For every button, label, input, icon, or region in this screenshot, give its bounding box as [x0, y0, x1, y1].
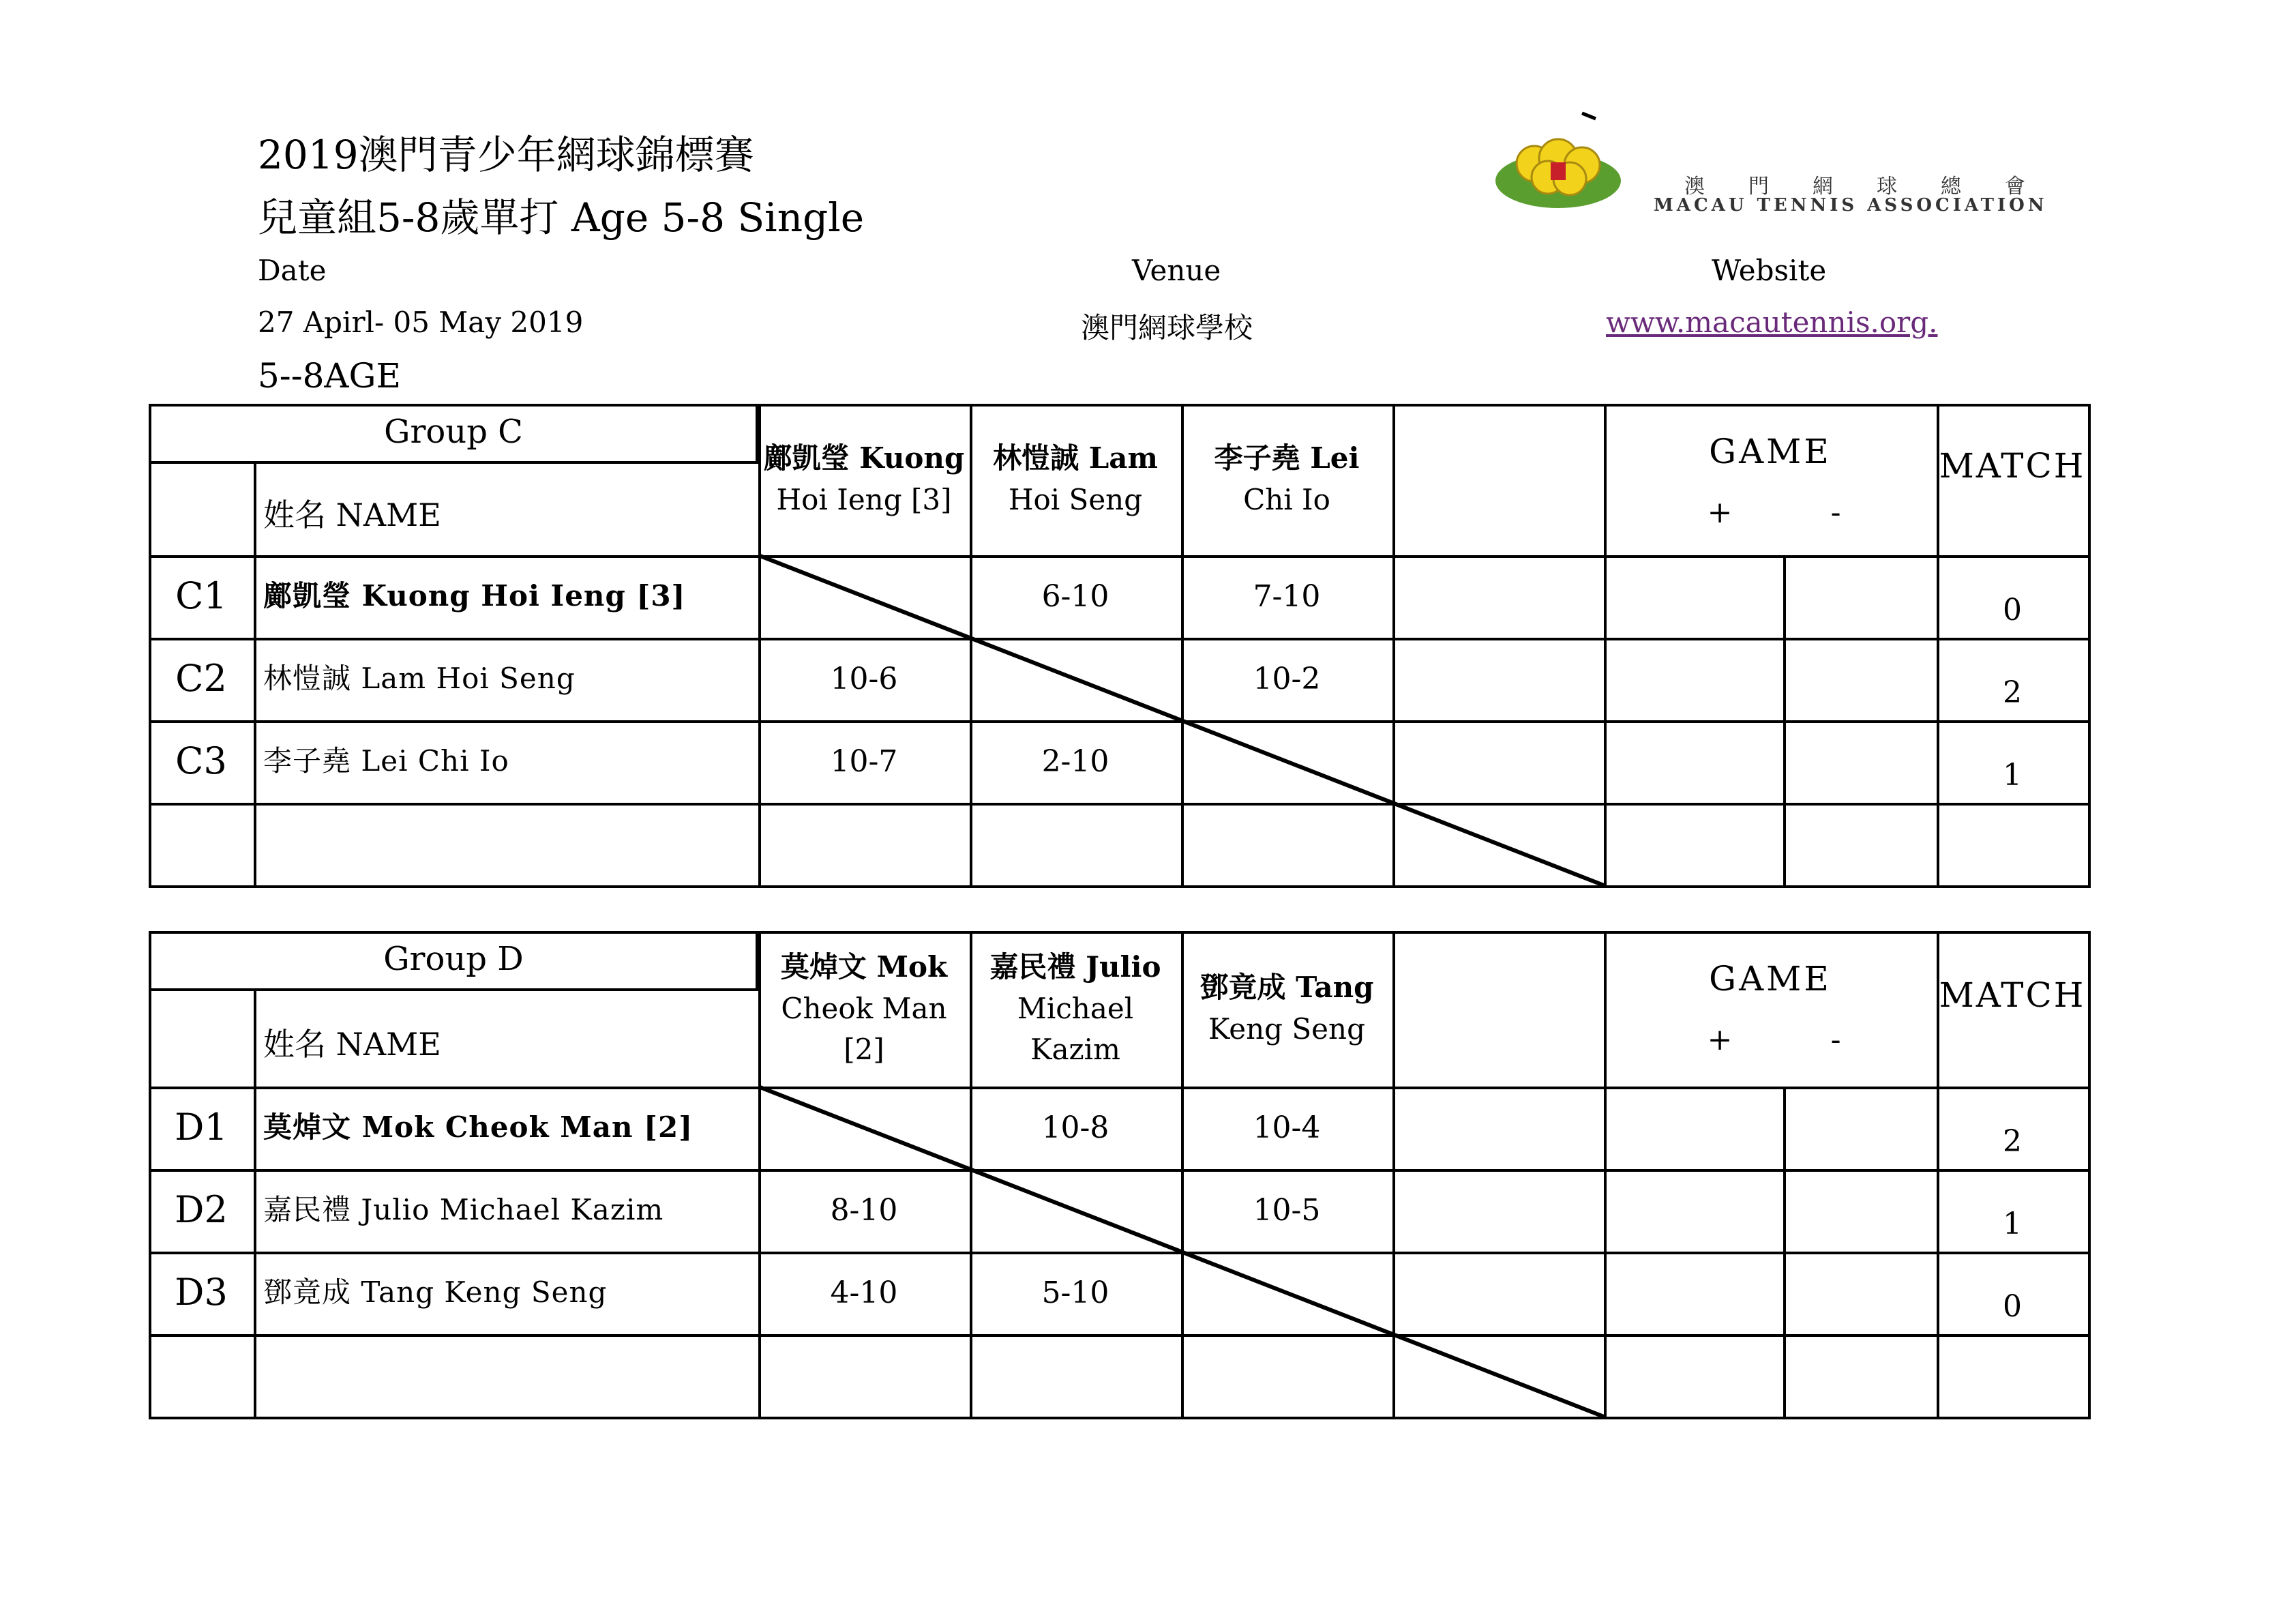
logo-english-text: MACAU TENNIS ASSOCIATION	[1654, 195, 2048, 216]
score-cell: 7-10	[1253, 578, 1321, 614]
group-title: Group D	[383, 940, 524, 979]
match-header: MATCH	[1939, 445, 2086, 486]
logo-chinese-text: 澳門網球總會	[1684, 175, 2069, 198]
game-header: GAME	[1709, 431, 1832, 471]
game-plus-label: +	[1707, 495, 1733, 531]
player-name: 林愷誠 Lam Hoi Seng	[263, 662, 576, 696]
match-result: 2	[2003, 675, 2022, 710]
opponent-header-line: 李子堯 Lei	[1214, 441, 1360, 475]
group-title: Group C	[384, 413, 523, 452]
player-name: 鄺凱瑩 Kuong Hoi Ieng [3]	[263, 579, 686, 613]
tournament-title: 2019澳門青少年網球錦標賽	[258, 132, 754, 178]
score-cell: 4-10	[830, 1275, 898, 1310]
game-header: GAME	[1709, 958, 1832, 999]
player-name: 莫焯文 Mok Cheok Man [2]	[263, 1110, 694, 1145]
date-value: 27 Apirl- 05 May 2019	[258, 306, 584, 339]
opponent-header-line: Kazim	[1030, 1033, 1120, 1067]
score-cell: 5-10	[1041, 1275, 1109, 1310]
name-column-header: 姓名 NAME	[263, 1025, 441, 1063]
score-cell: 10-5	[1253, 1192, 1321, 1228]
score-cell: 10-4	[1253, 1110, 1321, 1145]
website-link[interactable]: www.macautennis.org.	[1606, 306, 1938, 339]
player-code: C2	[175, 657, 227, 700]
website-label: Website	[1712, 254, 1827, 287]
opponent-header-line: Hoi Ieng [3]	[776, 483, 952, 516]
venue-label: Venue	[1132, 254, 1221, 287]
opponent-header-line: [2]	[844, 1033, 884, 1067]
score-cell: 10-2	[1253, 661, 1321, 696]
player-code: C1	[175, 574, 227, 618]
opponent-header-line: 莫焯文 Mok	[780, 949, 948, 984]
player-code: D3	[175, 1271, 228, 1314]
player-code: D2	[175, 1188, 228, 1232]
venue-value: 澳門網球學校	[1081, 311, 1253, 344]
opponent-header-line: 嘉民禮 Julio	[989, 949, 1161, 984]
date-label: Date	[258, 254, 327, 287]
game-minus-label: -	[1830, 1022, 1841, 1058]
score-cell: 10-8	[1041, 1110, 1109, 1145]
opponent-header-line: Hoi Seng	[1008, 483, 1143, 516]
match-header: MATCH	[1939, 975, 2086, 1015]
player-name: 嘉民禮 Julio Michael Kazim	[263, 1193, 664, 1227]
match-result: 2	[2003, 1123, 2022, 1159]
player-name: 鄧竟成 Tang Keng Seng	[263, 1275, 608, 1310]
score-cell: 2-10	[1041, 743, 1109, 779]
player-code: C3	[175, 739, 227, 783]
score-cell: 10-6	[830, 661, 898, 696]
match-result: 1	[2003, 1206, 2022, 1241]
score-cell: 10-7	[830, 743, 898, 779]
diagonal-stroke	[758, 1087, 1604, 1417]
score-cell: 8-10	[830, 1192, 898, 1228]
match-result: 0	[2003, 592, 2022, 628]
game-plus-label: +	[1707, 1022, 1733, 1058]
player-name: 李子堯 Lei Chi Io	[263, 744, 509, 778]
opponent-header-line: 鄧竟成 Tang	[1199, 971, 1374, 1005]
name-column-header: 姓名 NAME	[263, 496, 441, 533]
opponent-header-line: Keng Seng	[1208, 1012, 1365, 1046]
game-minus-label: -	[1830, 495, 1841, 531]
opponent-header-line: Chi Io	[1243, 483, 1330, 516]
match-result: 0	[2003, 1288, 2022, 1324]
opponent-header-line: Cheok Man	[781, 991, 947, 1025]
match-result: 1	[2003, 757, 2022, 793]
event-subtitle: 兒童組5-8歲單打 Age 5-8 Single	[258, 194, 865, 241]
player-code: D1	[175, 1106, 228, 1149]
age-note: 5--8AGE	[258, 356, 401, 396]
opponent-header-line: 林愷誠 Lam	[993, 441, 1158, 475]
score-cell: 6-10	[1041, 578, 1109, 614]
opponent-header-line: Michael	[1017, 991, 1134, 1025]
opponent-header-line: 鄺凱瑩 Kuong	[763, 441, 965, 475]
